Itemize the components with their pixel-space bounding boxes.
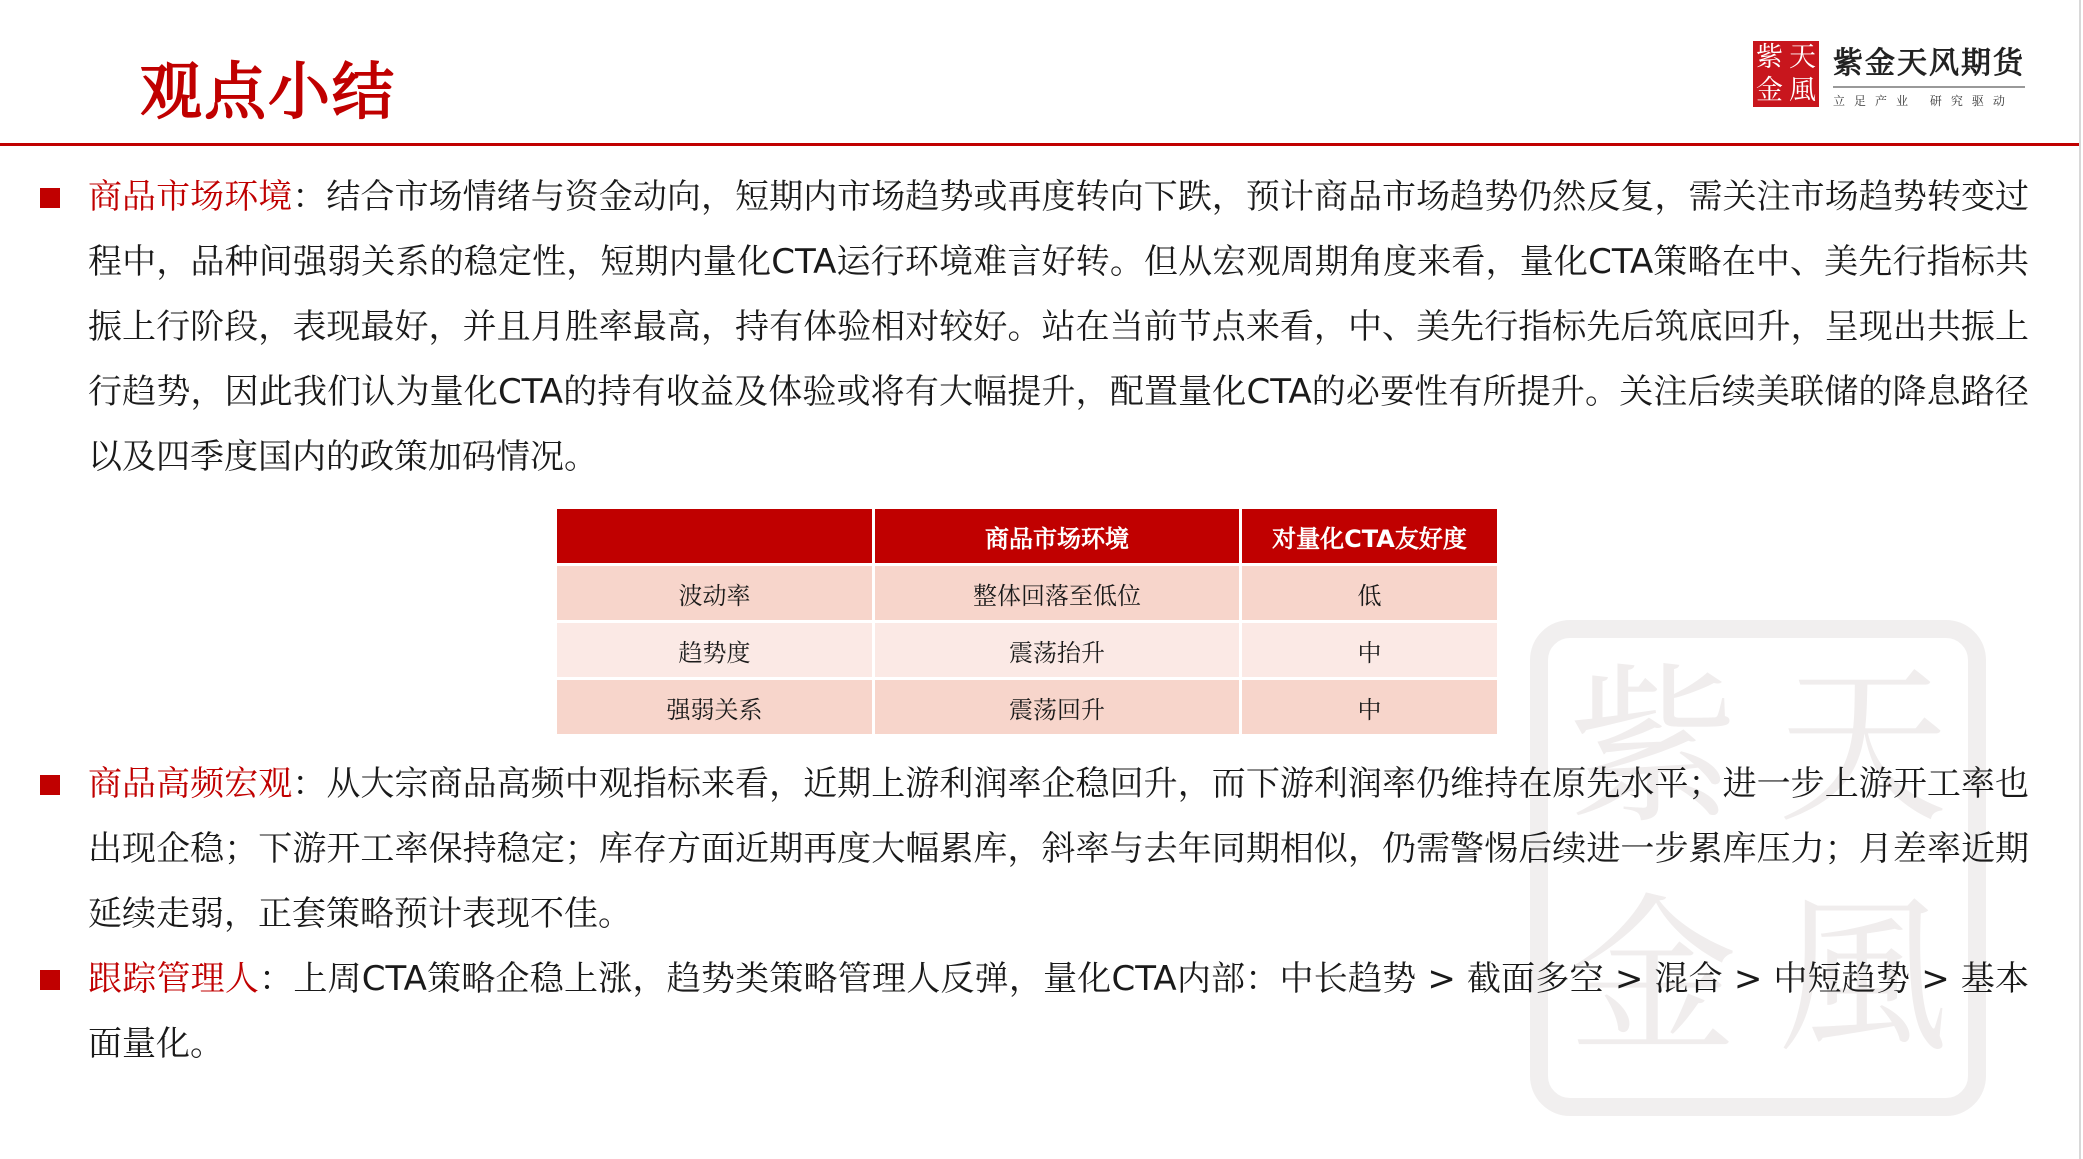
table-cell: 震荡抬升 <box>874 622 1241 679</box>
table-header-row <box>556 508 1499 565</box>
section-text: ：从大宗商品高频中观指标来看，近期上游利润率企稳回升，而下游利润率仍维持在原先水平；进一步上游开工率也出现企稳；下游开工率保持稳定；库存方面近期再度大幅累库，斜率与去年同期相似，仍需警惕后续进一步累库压力；月差率近期延续走弱，正套策略预计表现不佳。 <box>88 764 2030 934</box>
watermark-char: 天 <box>1777 649 1948 847</box>
logo-slogan: 立足产业 研究驱动 <box>1833 94 2014 108</box>
page-edge <box>2079 0 2081 1159</box>
page-title: 观点小结 <box>140 55 397 128</box>
section-lead: 商品高频宏观 <box>88 764 293 804</box>
section-text: ：上周CTA策略企稳上涨，趋势类策略管理人反弹，量化CTA内部：中长趋势 > 截面多空 > 混合 > 中短趋势 > 基本面量化。 <box>88 959 2030 1064</box>
bullet-icon <box>40 970 60 990</box>
watermark-char: 金 <box>1567 879 1738 1077</box>
table-cell: 中 <box>1241 679 1499 736</box>
table-cell: 波动率 <box>556 565 874 622</box>
table-row <box>556 565 1499 622</box>
seal-char: 風 <box>1789 74 1816 106</box>
logo-seal <box>1753 41 1819 107</box>
table-cell: 强弱关系 <box>556 679 874 736</box>
table-header: 商品市场环境 <box>874 508 1241 565</box>
table-cell: 整体回落至低位 <box>874 565 1241 622</box>
bullet-icon <box>40 775 60 795</box>
seal-char: 金 <box>1756 74 1783 106</box>
header-divider <box>0 143 2079 146</box>
section-lead: 跟踪管理人 <box>88 959 260 999</box>
table-header <box>556 508 874 565</box>
table-header: 对量化CTA友好度 <box>1241 508 1499 565</box>
table-row <box>556 622 1499 679</box>
company-logo <box>1753 38 2025 109</box>
seal-char: 紫 <box>1756 41 1783 73</box>
section-text: ：结合市场情绪与资金动向，短期内市场趋势或再度转向下跌，预计商品市场趋势仍然反复，需关注市场趋势转变过程中，品种间强弱关系的稳定性，短期内量化CTA运行环境难言好转。但从宏观周期角度来看，量化CTA策略在中、美先行指标共振上行阶段，表现最好，并且月胜率最高，持有体验相对较好。站在当前节点来看，中、美先行指标先后筑底回升，呈现出共振上行趋势，因此我们认为量化CTA的持有收益及体验或将有大幅提升，配置量化CTA的必要性有所提升。关注后续美联储的降息路径以及四季度国内的政策加码情况。 <box>88 177 2030 477</box>
bullet-icon <box>40 188 60 208</box>
watermark-char: 紫 <box>1567 649 1738 847</box>
section-market-environment <box>88 165 2029 490</box>
summary-table <box>554 506 1500 737</box>
table-row <box>556 679 1499 736</box>
section-lead: 商品市场环境 <box>88 177 293 217</box>
section-high-frequency-macro <box>88 752 2029 947</box>
logo-name: 紫金天风期货 <box>1833 38 2025 88</box>
table-cell: 震荡回升 <box>874 679 1241 736</box>
table-cell: 趋势度 <box>556 622 874 679</box>
section-manager-tracking <box>88 947 2029 1077</box>
seal-char: 天 <box>1789 41 1816 73</box>
watermark-char: 風 <box>1777 879 1948 1077</box>
table-cell: 低 <box>1241 565 1499 622</box>
table-cell: 中 <box>1241 622 1499 679</box>
